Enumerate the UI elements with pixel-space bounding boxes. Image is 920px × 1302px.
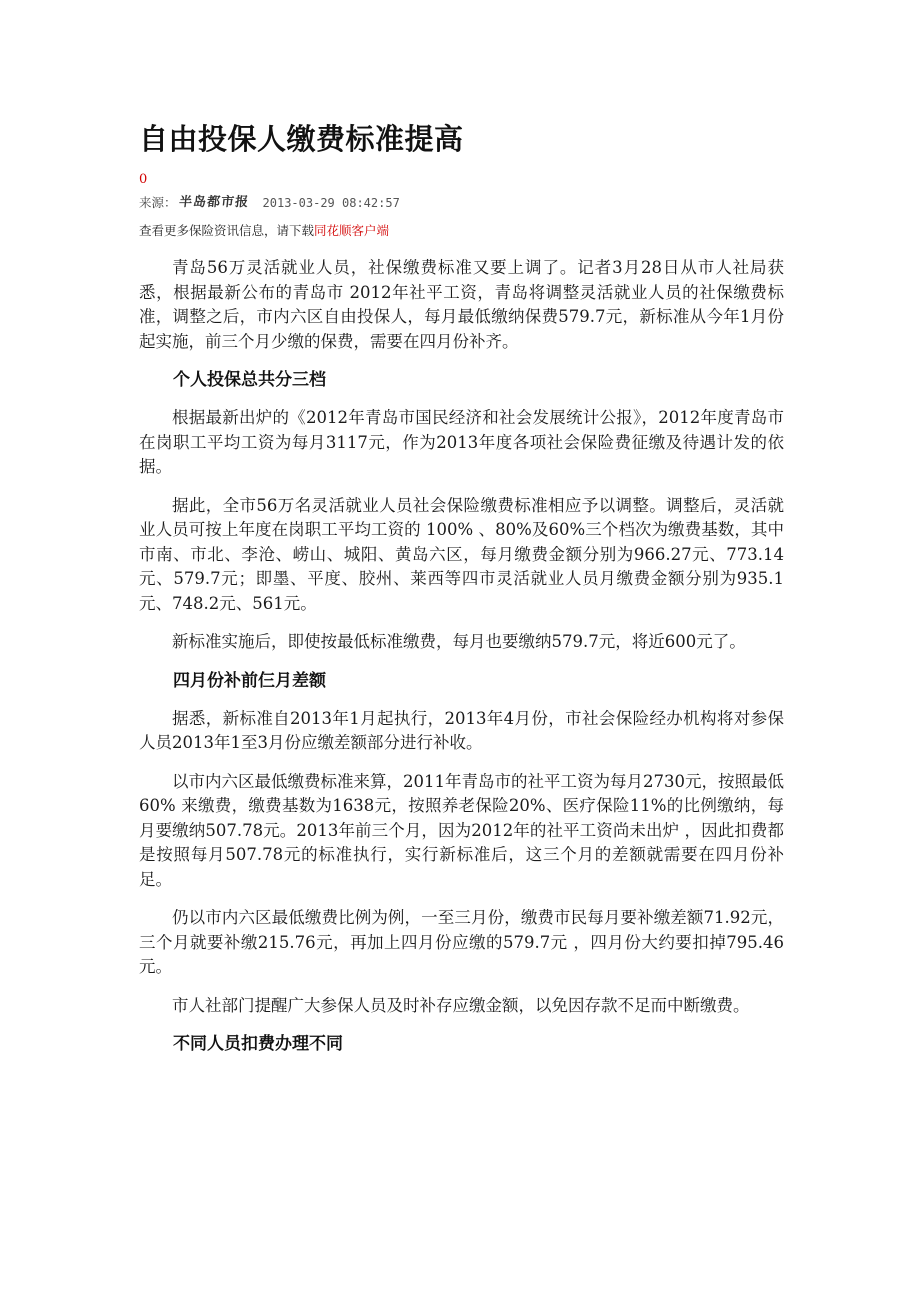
body-paragraph: 新标准实施后，即使按最低标准缴费，每月也要缴纳579.7元，将近600元了。 xyxy=(172,632,746,651)
article-body xyxy=(139,256,784,1056)
body-paragraph: 青岛56万灵活就业人员，社保缴费标准又要上调了。记者3月28日从市人社局获悉，根据最新公布的青岛市 2012年社平工资，青岛将调整灵活就业人员的社保缴费标准，调整之后，市内六区自由投保人，每月最低缴纳保费579.7元，新标准从今年1月份起实施，前三个月少缴的保费，需要在四月份补齐。 xyxy=(139,258,784,351)
source-logo: 半岛都市报 xyxy=(177,195,250,210)
article-title: 自由投保人缴费标准提高 xyxy=(139,122,464,156)
comment-count[interactable]: 0 xyxy=(139,172,148,187)
promo-text: 查看更多保险资讯信息，请下载 xyxy=(139,223,315,238)
section-heading: 个人投保总共分三档 xyxy=(173,370,326,390)
publish-time: 2013-03-29 08:42:57 xyxy=(262,196,400,210)
body-paragraph: 据悉，新标准自2013年1月起执行，2013年4月份，市社会保险经办机构将对参保人员2013年1至3月份应缴差额部分进行补收。 xyxy=(139,708,784,752)
promo-line xyxy=(139,220,784,242)
article-page xyxy=(139,118,784,1070)
article-meta xyxy=(139,192,784,214)
source-label: 来源： xyxy=(139,195,177,210)
section-heading: 四月份补前仨月差额 xyxy=(173,670,326,691)
section-heading: 不同人员扣费办理不同 xyxy=(173,1034,343,1054)
body-paragraph: 据此，全市56万名灵活就业人员社会保险缴费标准相应予以调整。调整后，灵活就业人员可按上年度在岗职工平均工资的 100% 、80%及60%三个档次为缴费基数，其中市南、市北、李沧、崂山、城阳、黄岛六区，每月缴费金额分别为966.27元、773.14元、579.7元；即墨、平度、胶州、莱西等四市灵活就业人员月缴费金额分别为935.1元、748.2元、561元。 xyxy=(139,495,784,613)
body-paragraph: 根据最新出炉的《2012年青岛市国民经济和社会发展统计公报》，2012年度青岛市在岗职工平均工资为每月3117元，作为2013年度各项社会保险费征缴及待遇计发的依据。 xyxy=(139,408,784,476)
body-paragraph: 市人社部门提醒广大参保人员及时补存应缴金额，以免因存款不足而中断缴费。 xyxy=(172,995,750,1015)
client-download-link[interactable]: 同花顺客户端 xyxy=(314,223,390,238)
body-paragraph: 仍以市内六区最低缴费比例为例，一至三月份，缴费市民每月要补缴差额71.92元，三个月就要补缴215.76元，再加上四月份应缴的579.7元 ，四月份大约要扣掉795.46元。 xyxy=(139,908,784,976)
body-paragraph: 以市内六区最低缴费标准来算，2011年青岛市的社平工资为每月2730元，按照最低60% 来缴费，缴费基数为1638元，按照养老保险20%、医疗保险11%的比例缴纳，每月要缴纳507.78元。2013年前三个月，因为2012年的社平工资尚未出炉 ，因此扣费都是按照每月507.78元的标准执行，实行新标准后，这三个月的差额就需要在四月份补足。 xyxy=(139,771,784,889)
